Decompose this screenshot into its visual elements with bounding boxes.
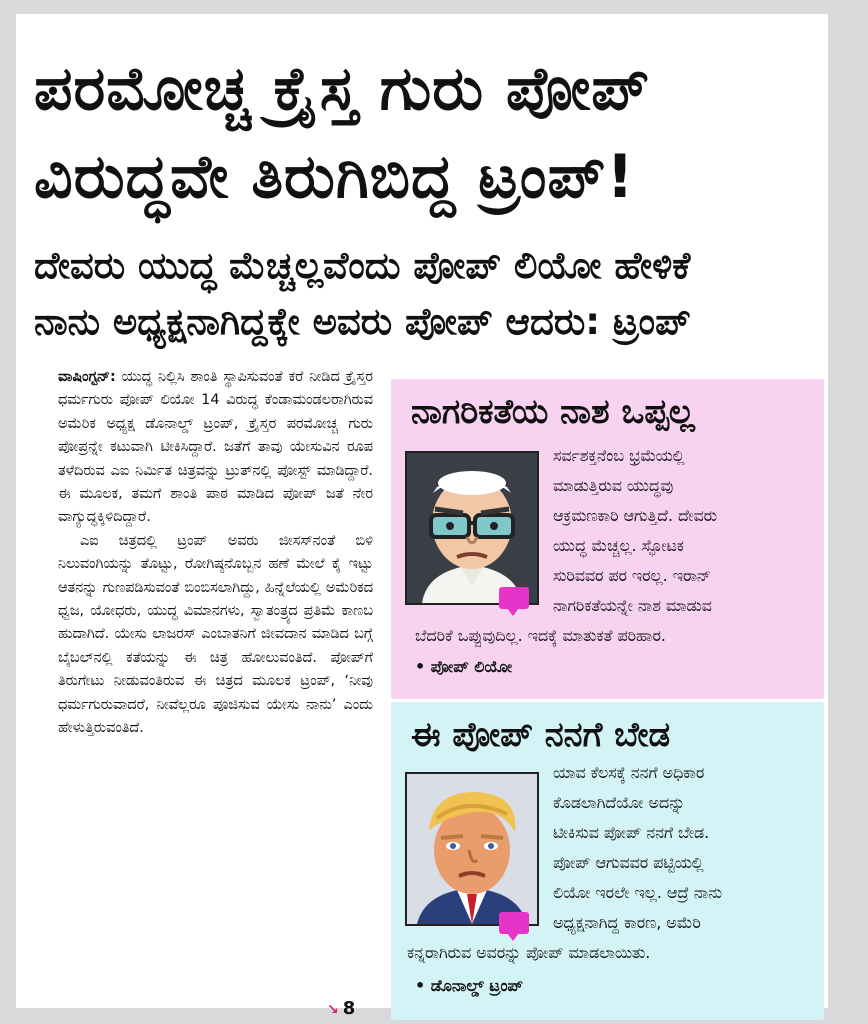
- arrow-icon: ↘: [327, 1002, 339, 1018]
- continued-page-number: 8: [342, 998, 356, 1019]
- pope-quote-line: ಆಕ್ರಮಣಕಾರಿ ಆಗುತ್ತಿದೆ. ದೇವರು: [553, 506, 717, 525]
- pope-box-title: ನಾಗರಿಕತೆಯ ನಾಶ ಒಪ್ಪಲ್ಲ: [411, 392, 695, 432]
- trump-attribution: • ಡೊನಾಲ್ಡ್ ಟ್ರಂಪ್: [415, 976, 523, 995]
- trump-quote-line: ಟೀಕಿಸುವ ಪೋಪ್ ನನಗೆ ಬೇಡ.: [553, 823, 710, 842]
- trump-quote-line: ಲಿಯೋ ಇರಲೇ ಇಲ್ಲ. ಆದ್ರೆ ನಾನು: [553, 883, 723, 902]
- subheadline-line-2: ನಾನು ಅಧ್ಯಕ್ಷನಾಗಿದ್ದಕ್ಕೇ ಅವರು ಪೋಪ್ ಆದರು: ಟ್ರಂಪ್: [34, 300, 691, 343]
- pope-quote: [415, 441, 717, 651]
- article-body: [58, 366, 373, 1006]
- trump-quote: [407, 758, 723, 968]
- trump-quote-line: ಯಾವ ಕೆಲಸಕ್ಕೆ ನನಗೆ ಅಧಿಕಾರ: [553, 763, 705, 782]
- headline-line-2: ವಿರುದ್ಧವೇ ತಿರುಗಿಬಿದ್ದ ಟ್ರಂಪ್!: [34, 142, 635, 212]
- pope-quote-line: ಯುದ್ಧ ಮೆಚ್ಚಲ್ಲ. ಸ್ಫೋಟಕ: [553, 536, 684, 555]
- trump-quote-line: ಪೋಪ್ ಆಗುವವರ ಪಟ್ಟಿಯಲ್ಲಿ: [553, 853, 704, 872]
- trump-quote-line: ಅಧ್ಯಕ್ಷನಾಗಿದ್ದ ಕಾರಣ, ಅಮೆರಿ: [553, 913, 701, 932]
- subheadline-line-1: ದೇವರು ಯುದ್ಧ ಮೆಚ್ಚಲ್ಲವೆಂದು ಪೋಪ್ ಲಿಯೋ ಹೇಳಿಕೆ: [34, 244, 691, 287]
- pope-quote-line: ಸರ್ವಶಕ್ತನೆಂಬ ಭ್ರಮೆಯಲ್ಲಿ: [553, 446, 685, 465]
- pope-quote-box: [391, 379, 824, 699]
- newspaper-page: [16, 14, 828, 1019]
- pope-quote-line: ನಾಗರಿಕತೆಯನ್ನೇ ನಾಶ ಮಾಡುವ: [553, 596, 712, 615]
- pope-caricature-icon: [407, 453, 537, 603]
- pope-quote-line: ಮಾಡುತ್ತಿರುವ ಯುದ್ಧವು: [553, 476, 674, 495]
- trump-caricature-icon: [407, 774, 537, 924]
- trump-quote-line: ಕೊಡಲಾಗಿದೆಯೋ ಅದನ್ನು: [553, 793, 686, 812]
- headline-line-1: ಪರಮೋಚ್ಚ ಕ್ರೈಸ್ತ ಗುರು ಪೋಪ್: [34, 54, 651, 124]
- trump-box-title: ಈ ಪೋಪ್ ನನಗೆ ಬೇಡ: [411, 715, 671, 755]
- trump-quote-line: ಕನ್ನರಾಗಿರುವ ಅವರನ್ನು ಪೋಪ್ ಮಾಡಲಾಯಿತು.: [407, 943, 651, 962]
- trump-portrait: [405, 772, 539, 926]
- article-paragraph-2: ಎಐ ಚಿತ್ರದಲ್ಲಿ ಟ್ರಂಪ್ ಅವರು ಜೀಸಸ್‌ನಂತೆ ಬಿಳಿ ನಿಲುವಂಗಿಯನ್ನು ತೊಟ್ಟು, ರೋಗಿಷ್ಠನೊಬ್ಬನ ಹಣೆ ಮೇಲೆ ಕೈ ಇಟ್ಟು ಆತನನ್ನು ಗುಣಪಡಿಸುವಂತೆ ಬಿಂಬಿಸಲಾಗಿದ್ದು, ಹಿನ್ನೆಲೆಯಲ್ಲಿ ಅಮೆರಿಕದ ಧ್ವಜ, ಯೋಧರು, ಯುದ್ಧ ವಿಮಾನಗಳು, ಸ್ವಾತಂತ್ರ್ಯದ ಪ್ರತಿಮೆ ಕಾಣಬ ಹುದಾಗಿದೆ. ಯೇಸು ಲಾಜರಸ್ ಎಂಬಾತನಿಗೆ ಜೀವದಾನ ಮಾಡಿದ ಬಗ್ಗೆ ಬೈಬಲ್‌ನಲ್ಲಿ ಕತೆಯನ್ನು ಈ ಚಿತ್ರ ಹೋಲುವಂತಿದೆ. ಪೋಪ್‌ಗೆ ತಿರುಗೇಟು ನೀಡುವಂತಿರುವ ಈ ಚಿತ್ರದ ಮೂಲಕ ಟ್ರಂಪ್, ‘ನೀವು ಧರ್ಮಗುರುವಾದರೆ, ನೀವೆಲ್ಲರೂ ಪೂಜಿಸುವ ಯೇಸು ನಾನು’ ಎಂದು ಹೇಳುತ್ತಿರುವಂತಿದೆ.: [58, 532, 373, 737]
- quote-marker-icon: [499, 912, 529, 934]
- pope-attribution: • ಪೋಪ್ ಲಿಯೋ: [415, 657, 513, 676]
- continued-on-page: [327, 998, 355, 1019]
- pope-quote-line: ಬೆದರಿಕೆ ಒಪ್ಪುವುದಿಲ್ಲ. ಇದಕ್ಕೆ ಮಾತುಕತೆ ಪರಿಹಾರ.: [415, 626, 666, 645]
- quote-marker-icon: [499, 587, 529, 609]
- pope-quote-line: ಸುರಿವವರ ಪರ ಇರಲ್ಲ. ಇರಾನ್: [553, 566, 711, 585]
- trump-quote-box: [391, 702, 824, 1020]
- article-paragraph-1-text: ಯುದ್ಧ ನಿಲ್ಲಿಸಿ ಶಾಂತಿ ಸ್ಥಾಪಿಸುವಂತೆ ಕರೆ ನೀಡಿದ ಕ್ರೈಸ್ತರ ಧರ್ಮಗುರು ಪೋಪ್ ಲಿಯೋ 14 ವಿರುದ್ಧ ಕೆಂಡಾಮಂಡಲರಾಗಿರುವ ಅಮೆರಿಕ ಅಧ್ಯಕ್ಷ ಡೊನಾಲ್ಡ್ ಟ್ರಂಪ್, ಕ್ರೈಸ್ತರ ಪರಮೋಚ್ಚ ಗುರು ಪೋಪ್ರನ್ನೇ ಕಟುವಾಗಿ ಟೀಕಿಸಿದ್ದಾರೆ. ಜತೆಗೆ ತಾವು ಯೇಸುವಿನ ರೂಪ ತಳೆದಿರುವ ಎಐ ನಿರ್ಮಿತ ಚಿತ್ರವನ್ನು ಟ್ರುತ್‌ನಲ್ಲಿ ಪೋಸ್ಟ್ ಮಾಡಿದ್ದಾರೆ. ಈ ಮೂಲಕ, ತಮಗೆ ಶಾಂತಿ ಪಾಠ ಮಾಡಿದ ಪೋಪ್ ಜತೆ ನೇರ ವಾಗ್ಯುದ್ಧಕ್ಕಿಳಿದಿದ್ದಾರೆ.: [58, 369, 374, 526]
- dateline: ವಾಷಿಂಗ್ಟನ್:: [58, 369, 116, 385]
- article-paragraph-1: [58, 366, 373, 530]
- pope-portrait: [405, 451, 539, 605]
